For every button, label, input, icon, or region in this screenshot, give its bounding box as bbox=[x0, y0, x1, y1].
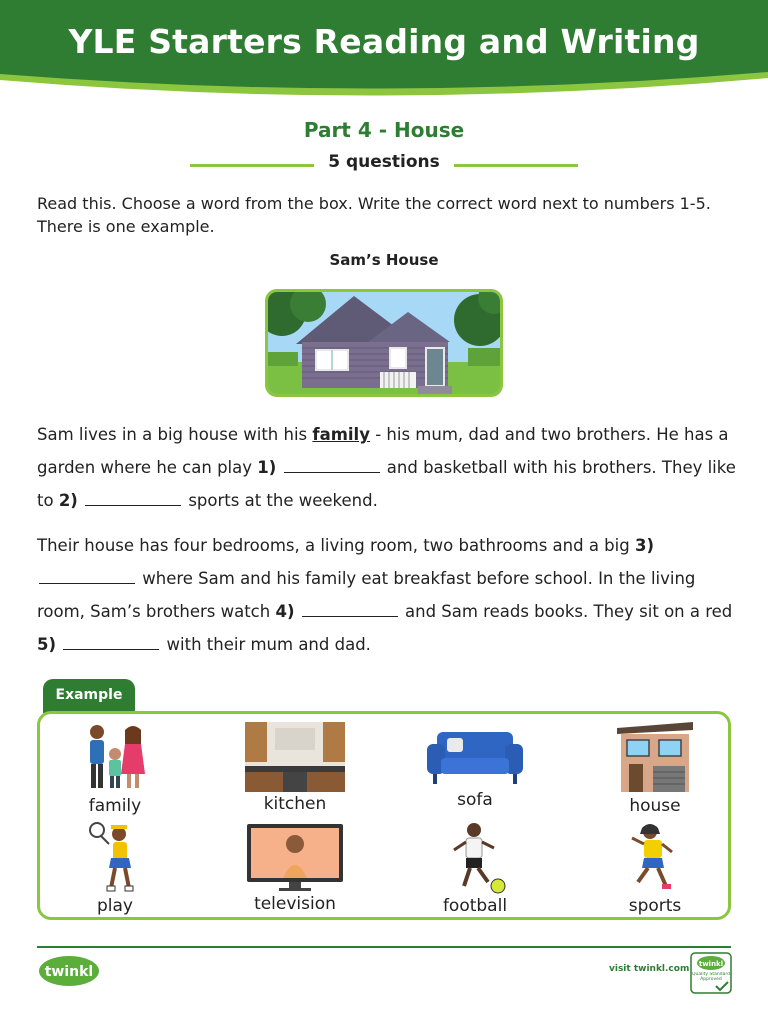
example-answer: family bbox=[312, 425, 370, 444]
answer-blank-1[interactable] bbox=[284, 459, 380, 473]
word-label: family bbox=[88, 796, 142, 816]
word-card-play bbox=[40, 822, 190, 916]
answer-blank-2[interactable] bbox=[85, 492, 181, 506]
badge-subtext: Quality Standard Approved bbox=[692, 972, 730, 982]
instructions-text: Read this. Choose a word from the box. Write the correct word next to numbers 1-5. There is one example. bbox=[37, 194, 711, 236]
twinkl-logo[interactable] bbox=[38, 954, 100, 992]
word-card-house bbox=[580, 722, 730, 816]
paragraph-text: Sam lives in a big house with his bbox=[37, 425, 313, 444]
example-tab: Example bbox=[43, 679, 135, 713]
football-player-icon bbox=[440, 822, 510, 894]
word-label: kitchen bbox=[263, 794, 327, 814]
word-label: sports bbox=[628, 896, 682, 916]
quality-badge-icon bbox=[690, 952, 732, 994]
paragraph-text: - his mum, dad and two brothers. He has a garden where he can play bbox=[37, 425, 729, 477]
answer-blank-5[interactable] bbox=[63, 636, 159, 650]
answer-blank-4[interactable] bbox=[302, 603, 398, 617]
header-banner bbox=[0, 0, 768, 110]
runner-icon bbox=[620, 822, 690, 894]
paragraph-text: and basketball with his brothers. They like to bbox=[37, 458, 736, 510]
divider-left bbox=[190, 164, 314, 167]
word-box bbox=[37, 711, 731, 920]
word-card-television bbox=[220, 822, 370, 914]
word-card-sports bbox=[580, 822, 730, 916]
question-number-1: 1) bbox=[257, 458, 277, 477]
house-illustration bbox=[265, 289, 503, 397]
questions-count: 5 questions bbox=[328, 152, 440, 172]
paragraph-text: Their house has four bedrooms, a living room, two bathrooms and a big bbox=[37, 536, 635, 555]
part-title: Part 4 - House bbox=[303, 118, 465, 142]
word-card-kitchen bbox=[220, 722, 370, 814]
paragraph-text: and Sam reads books. They sit on a red bbox=[399, 602, 733, 621]
story-paragraph-2 bbox=[37, 529, 737, 661]
question-number-5: 5) bbox=[37, 635, 57, 654]
answer-blank-3[interactable] bbox=[39, 570, 135, 584]
footer-divider bbox=[37, 946, 731, 948]
house-icon bbox=[615, 722, 695, 794]
family-icon bbox=[79, 722, 151, 794]
paragraph-text: with their mum and dad. bbox=[161, 635, 371, 654]
tennis-player-icon bbox=[85, 822, 145, 894]
word-label: sofa bbox=[457, 790, 493, 810]
twinkl-logo-icon bbox=[38, 954, 100, 988]
television-icon bbox=[245, 822, 345, 892]
page-title: YLE Starters Reading and Writing bbox=[68, 22, 700, 61]
quality-badge bbox=[690, 952, 732, 998]
question-number-2: 2) bbox=[58, 491, 78, 510]
word-label: house bbox=[629, 796, 681, 816]
story-paragraph-1 bbox=[37, 418, 737, 517]
logo-text: twinkl bbox=[44, 964, 94, 980]
paragraph-text: where Sam and his family eat breakfast before school. In the living room, Sam’s brothers watch bbox=[37, 569, 696, 621]
visit-link[interactable]: visit twinkl.com bbox=[609, 964, 690, 974]
word-card-sofa bbox=[400, 722, 550, 810]
word-label: football bbox=[442, 896, 508, 916]
word-label: television bbox=[254, 894, 336, 914]
badge-text: twinkl bbox=[698, 960, 724, 968]
story-title: Sam’s House bbox=[329, 251, 439, 269]
question-number-3: 3) bbox=[634, 536, 654, 555]
word-card-football bbox=[400, 822, 550, 916]
sofa-icon bbox=[425, 722, 525, 788]
questions-count-row bbox=[190, 152, 578, 178]
divider-right bbox=[454, 164, 578, 167]
word-card-family bbox=[40, 722, 190, 816]
kitchen-icon bbox=[245, 722, 345, 792]
word-label: play bbox=[97, 896, 133, 916]
paragraph-text: sports at the weekend. bbox=[183, 491, 378, 510]
question-number-4: 4) bbox=[275, 602, 295, 621]
